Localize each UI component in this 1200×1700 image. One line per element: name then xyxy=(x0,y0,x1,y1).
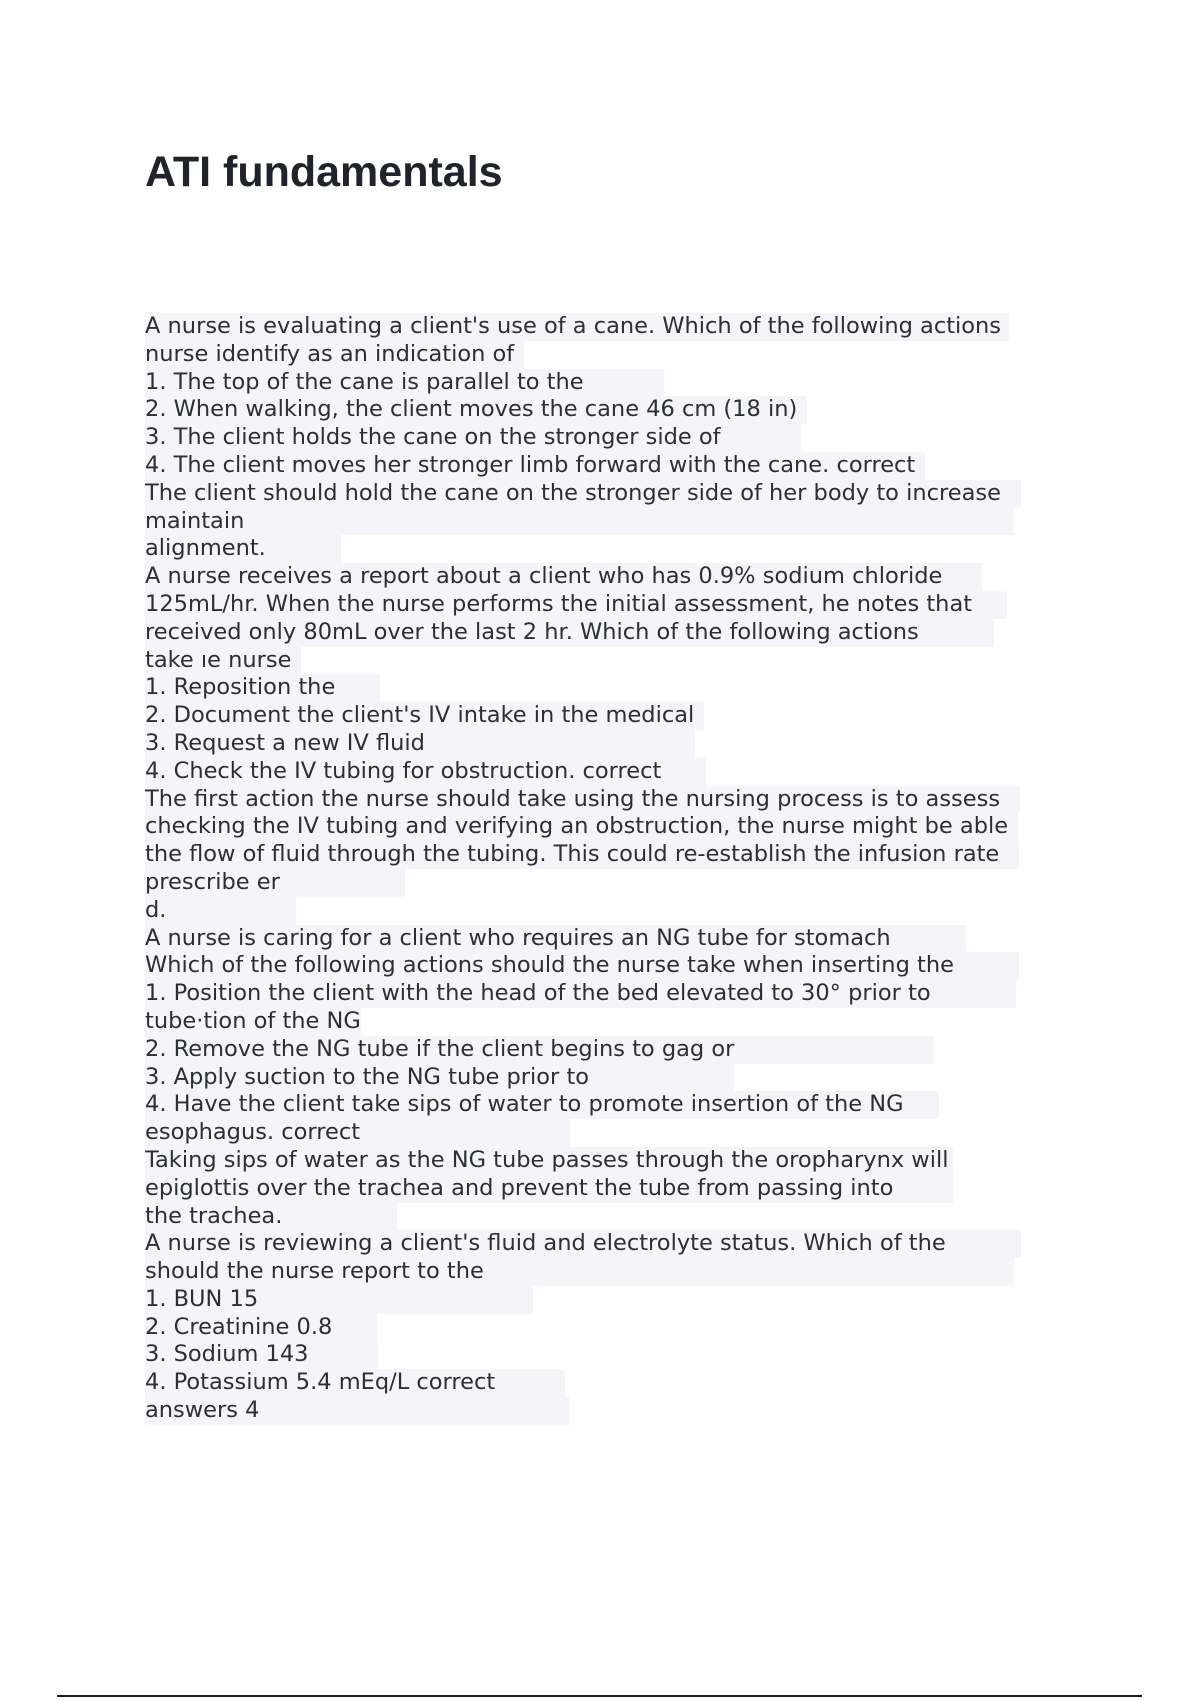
body-line-text: 1. BUN 15 xyxy=(145,1286,533,1314)
body-line xyxy=(145,1091,1095,1119)
body-line xyxy=(145,980,1095,1008)
body-line-text: d. xyxy=(145,897,296,925)
body-line-text: 3. Apply suction to the NG tube prior to xyxy=(145,1064,734,1092)
body-line-text: 1. The top of the cane is parallel to the xyxy=(145,369,664,397)
body-line-text: 2. Document the client's IV intake in the medical xyxy=(145,702,704,730)
body-line xyxy=(145,508,1095,536)
body-line-text: 3. Sodium 143 xyxy=(145,1341,378,1369)
body-line-text: the flow of fluid through the tubing. This could re-establish the infusion rate xyxy=(145,841,1019,869)
body-line xyxy=(145,1008,1095,1036)
body-line-text: A nurse receives a report about a client who has 0.9% sodium chloride xyxy=(145,563,982,591)
body-line xyxy=(145,619,1095,647)
body-line xyxy=(145,730,1095,758)
body-line xyxy=(145,925,1095,953)
document-title: ATI fundamentals xyxy=(145,148,503,196)
body-line xyxy=(145,813,1095,841)
body-line xyxy=(145,702,1095,730)
body-line-text: A nurse is evaluating a client's use of a cane. Which of the following actions xyxy=(145,313,1009,341)
body-line xyxy=(145,1119,1095,1147)
body-line-text: alignment. xyxy=(145,535,341,563)
body-line xyxy=(145,952,1095,980)
body-line xyxy=(145,674,1095,702)
body-line xyxy=(145,1064,1095,1092)
body-line-text: 3. The client holds the cane on the stronger side of xyxy=(145,424,801,452)
body-line xyxy=(145,452,1095,480)
body-line xyxy=(145,313,1095,341)
body-line-text: esophagus. correct xyxy=(145,1119,570,1147)
body-line xyxy=(145,1203,1095,1231)
body-line xyxy=(145,897,1095,925)
body-line-text: 125mL/hr. When the nurse performs the initial assessment, he notes that xyxy=(145,591,1007,619)
body-line-text: should the nurse report to the xyxy=(145,1258,1014,1286)
document-body xyxy=(145,313,1095,1425)
body-line xyxy=(145,1258,1095,1286)
body-line-text: Taking sips of water as the NG tube passes through the oropharynx will xyxy=(145,1147,953,1175)
body-line xyxy=(145,869,1095,897)
body-line xyxy=(145,369,1095,397)
body-line-text: tube·tion of the NG xyxy=(145,1007,361,1034)
body-line-text: 3. Request a new IV fluid xyxy=(145,730,695,758)
body-line-text: answers 4 xyxy=(145,1397,569,1425)
body-line-text: 2. Creatinine 0.8 xyxy=(145,1314,377,1342)
body-line xyxy=(145,1341,1095,1369)
body-line xyxy=(145,1286,1095,1314)
body-line-text: prescribe er xyxy=(145,869,405,897)
body-line xyxy=(145,563,1095,591)
body-line-text: 4. The client moves her stronger limb forward with the cane. correct xyxy=(145,452,925,480)
body-line xyxy=(145,396,1095,424)
body-line-text: the trachea. xyxy=(145,1203,397,1231)
body-line-text: 2. Remove the NG tube if the client begins to gag or xyxy=(145,1036,934,1064)
body-line-text: received only 80mL over the last 2 hr. Which of the following actions xyxy=(145,619,994,647)
body-line-text: nurse identify as an indication of xyxy=(145,341,524,369)
body-line-text: The client should hold the cane on the stronger side of her body to increase xyxy=(145,480,1021,508)
body-line-text: 1. Reposition the xyxy=(145,674,380,702)
body-line xyxy=(145,647,1095,675)
body-line xyxy=(145,1175,1095,1203)
body-line-text: checking the IV tubing and verifying an obstruction, the nurse might be able xyxy=(145,813,1018,841)
body-line xyxy=(145,758,1095,786)
body-line xyxy=(145,1036,1095,1064)
body-line xyxy=(145,1147,1095,1175)
body-line xyxy=(145,424,1095,452)
body-line xyxy=(145,1230,1095,1258)
body-line-text: 4. Check the IV tubing for obstruction. correct xyxy=(145,758,706,786)
body-line-text: 4. Have the client take sips of water to promote insertion of the NG xyxy=(145,1091,939,1119)
body-line xyxy=(145,841,1095,869)
body-line-text: A nurse is reviewing a client's fluid and electrolyte status. Which of the xyxy=(145,1230,1021,1258)
body-line-text: Which of the following actions should the nurse take when inserting the xyxy=(145,952,1019,980)
body-line xyxy=(145,341,1095,369)
body-line xyxy=(145,480,1095,508)
body-line-text: 4. Potassium 5.4 mEq/L correct xyxy=(145,1369,565,1397)
body-line-text: maintain xyxy=(145,508,1014,536)
body-line-text: take ıe nurse xyxy=(145,647,301,675)
footer-divider xyxy=(57,1695,1142,1697)
body-line xyxy=(145,535,1095,563)
body-line-text: epiglottis over the trachea and prevent the tube from passing into xyxy=(145,1175,953,1203)
body-line xyxy=(145,591,1095,619)
body-line xyxy=(145,1397,1095,1425)
body-line-text: A nurse is caring for a client who requires an NG tube for stomach xyxy=(145,925,966,953)
body-line xyxy=(145,786,1095,814)
body-line-text: 2. When walking, the client moves the cane 46 cm (18 in) xyxy=(145,396,807,424)
body-line xyxy=(145,1314,1095,1342)
body-line-text: 1. Position the client with the head of the bed elevated to 30° prior to xyxy=(145,980,1016,1008)
body-line-text: The first action the nurse should take using the nursing process is to assess xyxy=(145,786,1020,814)
body-line xyxy=(145,1369,1095,1397)
